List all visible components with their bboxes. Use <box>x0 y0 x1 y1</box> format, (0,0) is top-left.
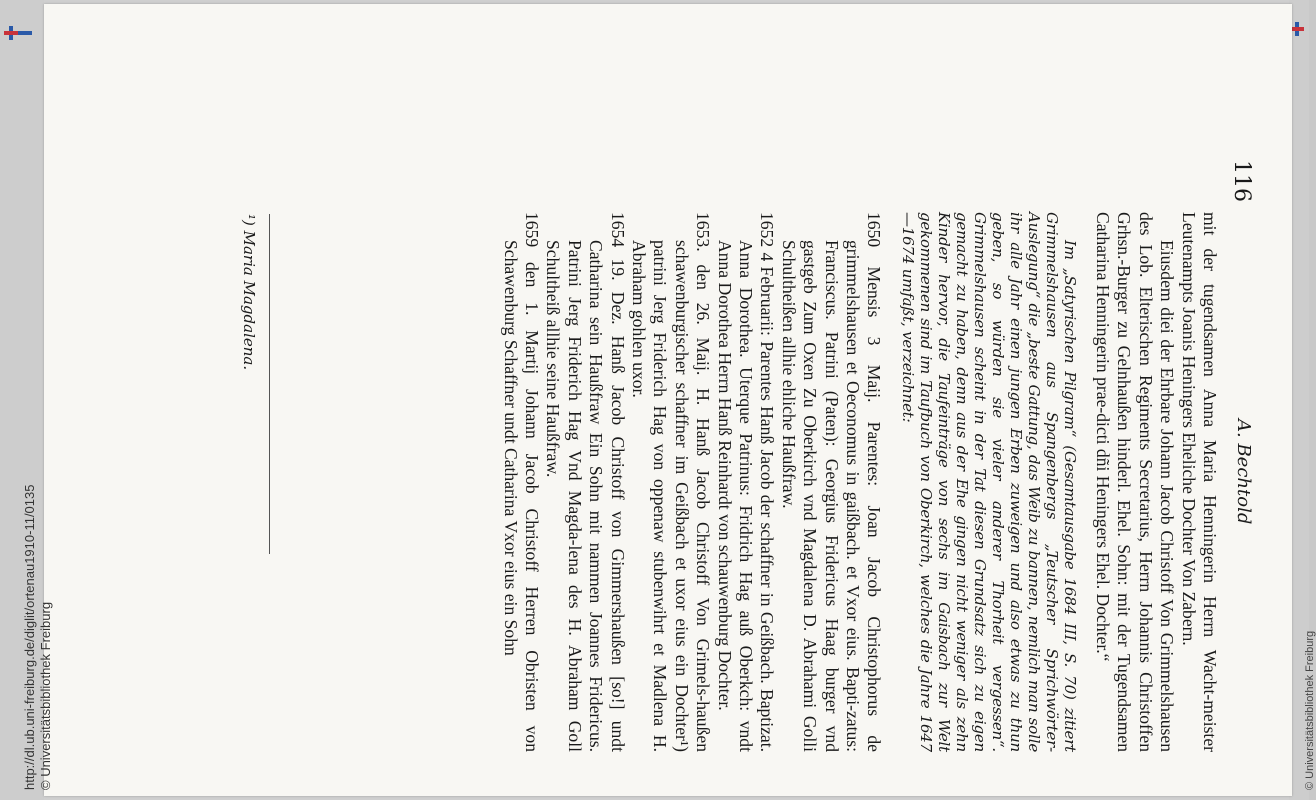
paragraph-gap <box>1078 212 1092 752</box>
page-header <box>1214 4 1254 796</box>
left-bookmark-icon[interactable] <box>4 26 18 40</box>
right-bookmark-icon[interactable] <box>1290 22 1304 36</box>
running-head: A. Bechtold <box>1233 419 1254 525</box>
paragraph: 1654 19. Dez. Hanß Jacob Christoff von Gimmershaußen [so!] undt Catharina sein Haußfraw Ein Sohn mit nammen Joannes Fridericus. Patrini Jerg Friderich Hag Vnd Magda-lena des H. Abraham Goll Schultheiß allhie seine Haußfraw. <box>543 212 628 752</box>
paragraph-gap <box>885 212 899 752</box>
scanned-page <box>44 4 1292 796</box>
page-number: 116 <box>1229 160 1254 202</box>
copyright-notice: © Universitätsbibliothek Freiburg <box>38 601 53 790</box>
paragraph: 1653. den 26. Maij. H. Hanß Jacob Christoff Von Grimels-haußen schawenburgischer schaffner im Geißbach et uxor eius ein Dochter¹) patrini Jerg Friderich Hag von oppenaw stubenwihrt et Madlena H. Abraham gohlen uxor. <box>629 212 714 752</box>
right-copyright-label: © Universitätsbibliothek Freiburg <box>1304 630 1316 790</box>
body-text <box>499 212 1220 752</box>
paragraph: Eiusdem diei der Ehrbare Johann Jacob Christoff Von Grimmelshausen des Lob. Elterischen Regiments Secretarius, Herrn Johannis Christoffen Grhsn.-Burger zu Gelnhaußen hinderl. Ehel. Sohn: mit der Tugendsamen Catharina Henningerin prae-dicti dñi Heningers Ehel. Dochter.“ <box>1092 212 1178 752</box>
footnote: ¹) Maria Magdalena. <box>240 214 258 371</box>
paragraph: 1650 Mensis 3 Maij. Parentes: Joan Jacob Christophorus de grimmelshausen et Oeconomus in gaißbach. et Vxor eius. Bapti-zatus: Franciscus. Patrini (Paten): Georgius Fridericus Haag burger vnd gastgeb Zum Oxen Zu Oberkirch vnd Magdalena D. Abrahami Golli Schultheißen allhie ehliche Haußfraw. <box>778 212 885 752</box>
paragraph: 1652 4 Februarii: Parentes Hanß Jacob der schaffner in Geißbach. Baptizat. Anna Dorothea. Uterque Patrinus: Fridrich Hag auß Oberkch: vndt Anna Dorothea Herrn Hanß Reinhardt von schauwenburg Dochter. <box>714 212 778 752</box>
source-url[interactable]: http://dl.ub.uni-freiburg.de/diglit/ortenau1910-11/0135 <box>22 484 37 790</box>
left-bookmark-icon-2[interactable] <box>18 26 32 40</box>
paragraph: 1659 den 1. Martij Johann Jacob Christoff Herren Obristen von Schawenburg Schaffner undt Catharina Vxor eius ein Sohn <box>500 212 542 752</box>
footnote-divider <box>269 214 270 554</box>
rotated-page-content <box>44 4 1292 796</box>
paragraph: Im „Satyrischen Pilgram“ (Gesamtausgabe 1684 III, S. 70) zitiert Grimmelshausen aus Spangenbergs „Teutscher Sprichwörter-Auslegung“ die „beste Gattung, das Weib zu bannen, nemlich man solle ihr alle Jahr einen jungen Erben zuweigen und also etwas zu thun geben, so würden sie vieler anderer Thorheit vergessen“. Grimmelshausen scheint in der Tat diesen Grundsatz sich zu eigen gemacht zu haben, denn aus der Ehe gingen nicht weniger als zehn Kinder hervor, die Taufeinträge von sechs im Gaisbach zur Welt gekommenen sind im Taufbuch von Oberkirch, welches die Jahre 1647—1674 umfaßt, verzeichnet: <box>899 212 1079 752</box>
paragraph: mit der tugendsamen Anna Maria Henningerin Herrn Wacht-meister Leutenampts Joanis Heningers Eheliche Dochter Von Zabern. <box>1178 212 1220 752</box>
source-url-strip <box>22 485 54 790</box>
